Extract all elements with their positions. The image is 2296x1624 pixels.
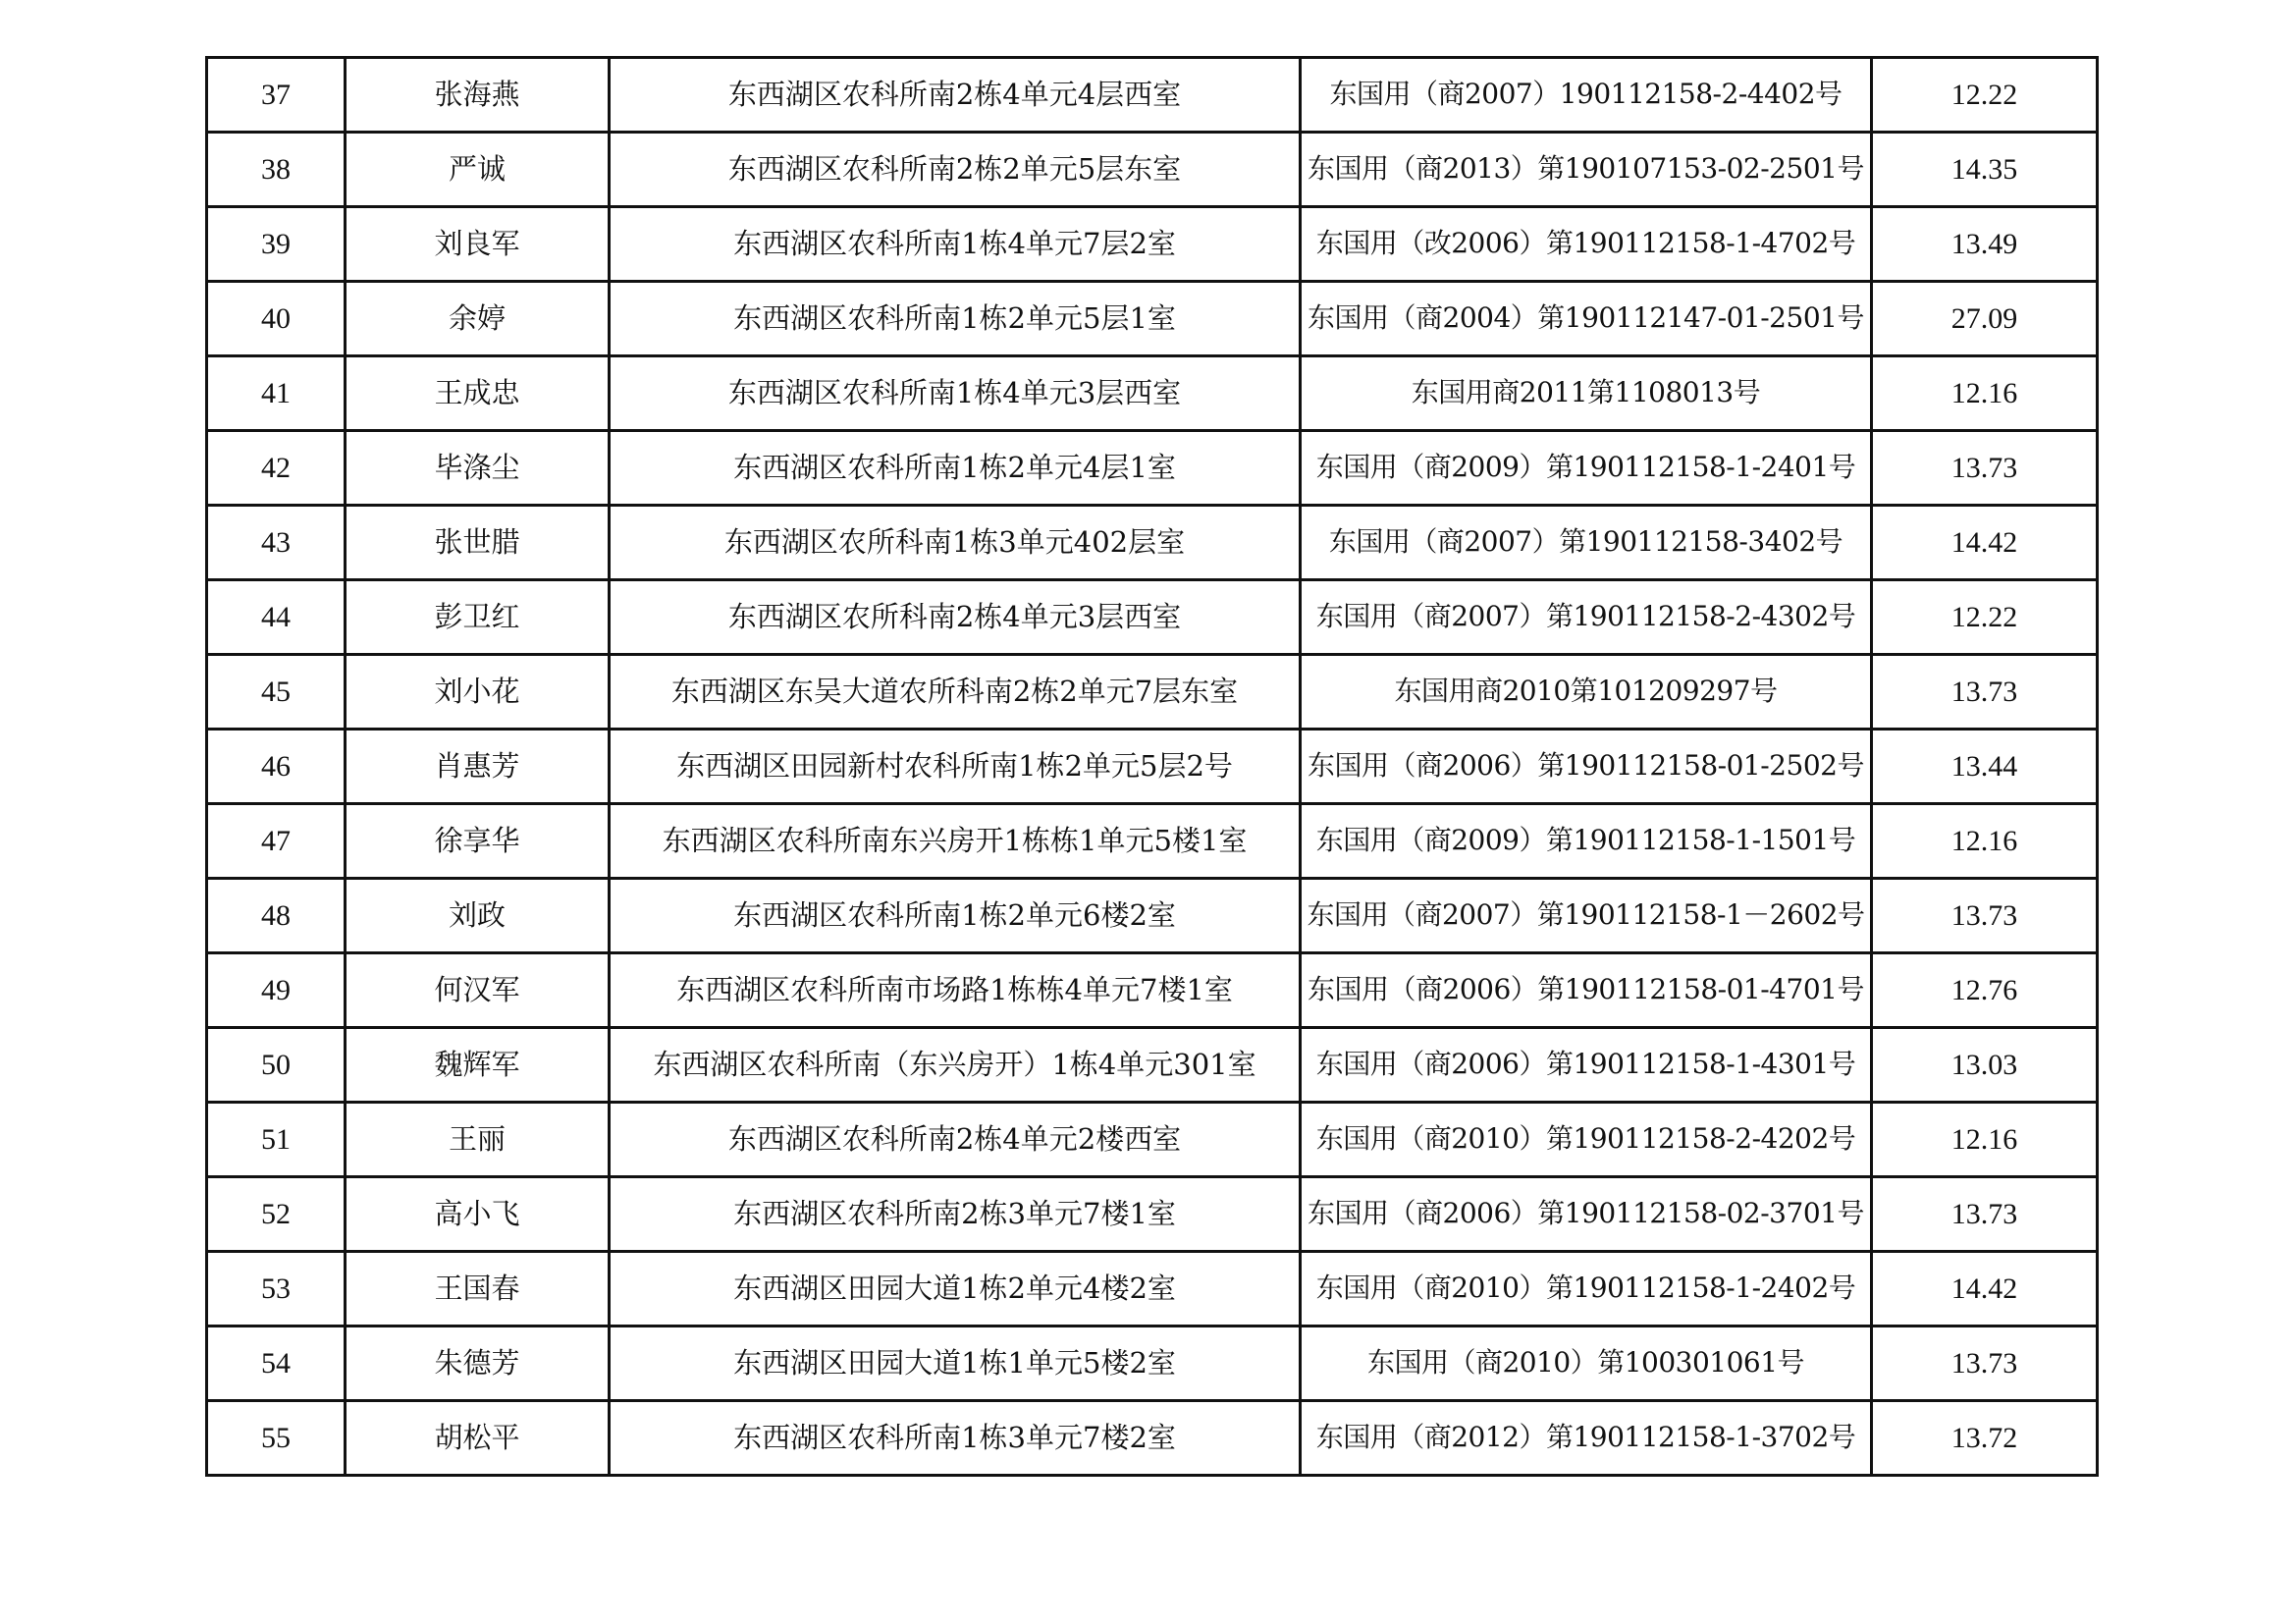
land-area-cell: 12.76 xyxy=(1872,953,2098,1028)
row-number-cell: 55 xyxy=(207,1401,346,1476)
land-area-cell: 12.16 xyxy=(1872,804,2098,879)
land-certificate-table xyxy=(205,56,2099,1477)
land-area-cell: 12.22 xyxy=(1872,58,2098,133)
table-row xyxy=(207,207,2098,282)
owner-name-cell: 张世腊 xyxy=(346,506,610,580)
owner-name-cell: 魏辉军 xyxy=(346,1028,610,1103)
owner-name-cell: 彭卫红 xyxy=(346,580,610,655)
land-area-cell: 13.03 xyxy=(1872,1028,2098,1103)
row-number-cell: 37 xyxy=(207,58,346,133)
table-row xyxy=(207,1401,2098,1476)
land-area-cell: 27.09 xyxy=(1872,282,2098,356)
certificate-number-cell: 东国用（商2012）第190112158-1-3702号 xyxy=(1301,1401,1872,1476)
table-row xyxy=(207,356,2098,431)
row-number-cell: 43 xyxy=(207,506,346,580)
land-area-cell: 13.73 xyxy=(1872,431,2098,506)
table-row xyxy=(207,1028,2098,1103)
owner-name-cell: 严诚 xyxy=(346,133,610,207)
table-row xyxy=(207,953,2098,1028)
certificate-number-cell: 东国用商2010第101209297号 xyxy=(1301,655,1872,730)
property-address-cell: 东西湖区农科所南1栋4单元3层西室 xyxy=(610,356,1301,431)
owner-name-cell: 王成忠 xyxy=(346,356,610,431)
land-area-cell: 13.73 xyxy=(1872,655,2098,730)
property-address-cell: 东西湖区农科所南2栋4单元2楼西室 xyxy=(610,1103,1301,1177)
owner-name-cell: 余婷 xyxy=(346,282,610,356)
certificate-number-cell: 东国用商2011第1108013号 xyxy=(1301,356,1872,431)
owner-name-cell: 高小飞 xyxy=(346,1177,610,1252)
land-area-cell: 12.22 xyxy=(1872,580,2098,655)
certificate-number-cell: 东国用（商2007）190112158-2-4402号 xyxy=(1301,58,1872,133)
table-row xyxy=(207,804,2098,879)
row-number-cell: 53 xyxy=(207,1252,346,1326)
land-area-cell: 12.16 xyxy=(1872,1103,2098,1177)
certificate-number-cell: 东国用（商2004）第190112147-01-2501号 xyxy=(1301,282,1872,356)
owner-name-cell: 朱德芳 xyxy=(346,1326,610,1401)
table-row xyxy=(207,1252,2098,1326)
row-number-cell: 50 xyxy=(207,1028,346,1103)
row-number-cell: 52 xyxy=(207,1177,346,1252)
table-row xyxy=(207,506,2098,580)
certificate-number-cell: 东国用（商2010）第190112158-2-4202号 xyxy=(1301,1103,1872,1177)
certificate-number-cell: 东国用（商2006）第190112158-01-4701号 xyxy=(1301,953,1872,1028)
property-address-cell: 东西湖区农科所南1栋2单元4层1室 xyxy=(610,431,1301,506)
property-address-cell: 东西湖区农科所南1栋2单元6楼2室 xyxy=(610,879,1301,953)
land-area-cell: 13.73 xyxy=(1872,879,2098,953)
property-address-cell: 东西湖区农科所南1栋2单元5层1室 xyxy=(610,282,1301,356)
table-row xyxy=(207,730,2098,804)
property-address-cell: 东西湖区农科所南东兴房开1栋栋1单元5楼1室 xyxy=(610,804,1301,879)
property-address-cell: 东西湖区农科所南1栋4单元7层2室 xyxy=(610,207,1301,282)
certificate-number-cell: 东国用（商2009）第190112158-1-2401号 xyxy=(1301,431,1872,506)
certificate-number-cell: 东国用（商2007）第190112158-2-4302号 xyxy=(1301,580,1872,655)
certificate-number-cell: 东国用（商2013）第190107153-02-2501号 xyxy=(1301,133,1872,207)
certificate-number-cell: 东国用（商2010）第100301061号 xyxy=(1301,1326,1872,1401)
row-number-cell: 46 xyxy=(207,730,346,804)
owner-name-cell: 刘小花 xyxy=(346,655,610,730)
land-area-cell: 14.42 xyxy=(1872,506,2098,580)
property-address-cell: 东西湖区田园大道1栋2单元4楼2室 xyxy=(610,1252,1301,1326)
owner-name-cell: 胡松平 xyxy=(346,1401,610,1476)
table-row xyxy=(207,58,2098,133)
owner-name-cell: 毕涤尘 xyxy=(346,431,610,506)
certificate-number-cell: 东国用（商2006）第190112158-01-2502号 xyxy=(1301,730,1872,804)
table-row xyxy=(207,655,2098,730)
property-address-cell: 东西湖区农科所南市场路1栋栋4单元7楼1室 xyxy=(610,953,1301,1028)
owner-name-cell: 肖惠芳 xyxy=(346,730,610,804)
table-row xyxy=(207,282,2098,356)
property-address-cell: 东西湖区农科所南2栋3单元7楼1室 xyxy=(610,1177,1301,1252)
certificate-number-cell: 东国用（改2006）第190112158-1-4702号 xyxy=(1301,207,1872,282)
owner-name-cell: 何汉军 xyxy=(346,953,610,1028)
row-number-cell: 44 xyxy=(207,580,346,655)
land-area-cell: 13.73 xyxy=(1872,1177,2098,1252)
land-area-cell: 13.49 xyxy=(1872,207,2098,282)
property-address-cell: 东西湖区田园新村农科所南1栋2单元5层2号 xyxy=(610,730,1301,804)
row-number-cell: 54 xyxy=(207,1326,346,1401)
property-address-cell: 东西湖区东吴大道农所科南2栋2单元7层东室 xyxy=(610,655,1301,730)
row-number-cell: 49 xyxy=(207,953,346,1028)
land-area-cell: 13.44 xyxy=(1872,730,2098,804)
table-row xyxy=(207,1177,2098,1252)
property-address-cell: 东西湖区农科所南1栋3单元7楼2室 xyxy=(610,1401,1301,1476)
row-number-cell: 48 xyxy=(207,879,346,953)
table-body xyxy=(207,58,2098,1476)
property-address-cell: 东西湖区农所科南2栋4单元3层西室 xyxy=(610,580,1301,655)
certificate-number-cell: 东国用（商2007）第190112158-3402号 xyxy=(1301,506,1872,580)
property-address-cell: 东西湖区农科所南2栋4单元4层西室 xyxy=(610,58,1301,133)
property-address-cell: 东西湖区农科所南2栋2单元5层东室 xyxy=(610,133,1301,207)
property-address-cell: 东西湖区田园大道1栋1单元5楼2室 xyxy=(610,1326,1301,1401)
table-row xyxy=(207,580,2098,655)
row-number-cell: 41 xyxy=(207,356,346,431)
certificate-number-cell: 东国用（商2009）第190112158-1-1501号 xyxy=(1301,804,1872,879)
row-number-cell: 38 xyxy=(207,133,346,207)
row-number-cell: 39 xyxy=(207,207,346,282)
land-area-cell: 14.35 xyxy=(1872,133,2098,207)
owner-name-cell: 王国春 xyxy=(346,1252,610,1326)
owner-name-cell: 刘良军 xyxy=(346,207,610,282)
table-row xyxy=(207,431,2098,506)
table-row xyxy=(207,133,2098,207)
row-number-cell: 47 xyxy=(207,804,346,879)
owner-name-cell: 刘政 xyxy=(346,879,610,953)
table-row xyxy=(207,1326,2098,1401)
owner-name-cell: 王丽 xyxy=(346,1103,610,1177)
certificate-number-cell: 东国用（商2006）第190112158-02-3701号 xyxy=(1301,1177,1872,1252)
land-area-cell: 14.42 xyxy=(1872,1252,2098,1326)
owner-name-cell: 徐享华 xyxy=(346,804,610,879)
row-number-cell: 40 xyxy=(207,282,346,356)
land-area-cell: 13.72 xyxy=(1872,1401,2098,1476)
table-row xyxy=(207,1103,2098,1177)
property-address-cell: 东西湖区农所科南1栋3单元402层室 xyxy=(610,506,1301,580)
table-row xyxy=(207,879,2098,953)
row-number-cell: 42 xyxy=(207,431,346,506)
certificate-number-cell: 东国用（商2007）第190112158-1－2602号 xyxy=(1301,879,1872,953)
property-address-cell: 东西湖区农科所南（东兴房开）1栋4单元301室 xyxy=(610,1028,1301,1103)
land-area-cell: 12.16 xyxy=(1872,356,2098,431)
land-area-cell: 13.73 xyxy=(1872,1326,2098,1401)
row-number-cell: 51 xyxy=(207,1103,346,1177)
row-number-cell: 45 xyxy=(207,655,346,730)
certificate-number-cell: 东国用（商2006）第190112158-1-4301号 xyxy=(1301,1028,1872,1103)
certificate-number-cell: 东国用（商2010）第190112158-1-2402号 xyxy=(1301,1252,1872,1326)
owner-name-cell: 张海燕 xyxy=(346,58,610,133)
